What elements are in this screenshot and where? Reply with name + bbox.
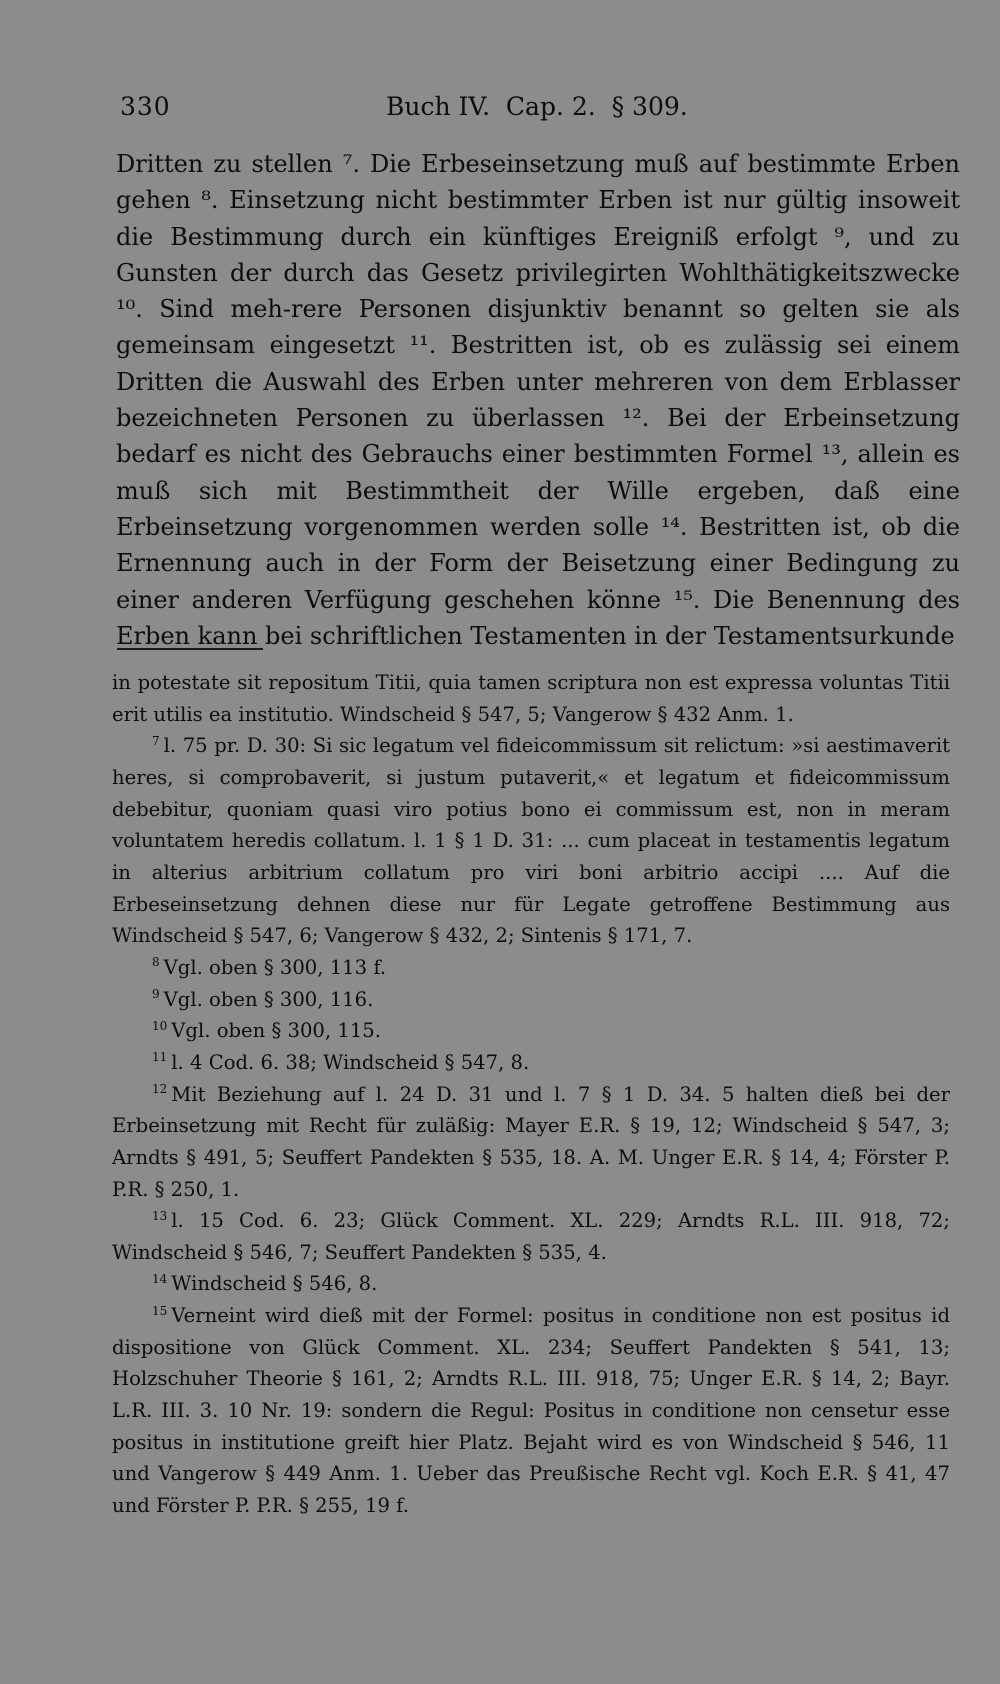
footnote-text: Mit Beziehung auf l. 24 D. 31 und l. 7 § 1 D. 34. 5 halten dieß bei der Erbeinsetzung mit Recht für zuläßig: Mayer E.R. § 19, 12; Windscheid § 547, 3; Arndts § 491, 5; Seuffert Pandekten § 535, 18. A. M. Unger E.R. § 14, 4; Förster P. P.R. § 250, 1. — [112, 1082, 950, 1201]
running-head: Buch IV. Cap. 2. § 309. — [386, 92, 688, 121]
footnote-text: Windscheid § 546, 8. — [171, 1272, 378, 1296]
footnote-number: 10 — [152, 1018, 168, 1033]
footnote-number: 12 — [152, 1082, 168, 1096]
footnote-text: Vgl. oben § 300, 115. — [171, 1019, 381, 1043]
footnote-14 — [112, 1268, 950, 1300]
footnote-10 — [112, 1015, 950, 1047]
body-paragraph: Dritten zu stellen ⁷. Die Erbeseinsetzung muß auf bestimmte Erben gehen ⁸. Einsetzung nicht bestimmter Erben ist nur gültig insoweit die Bestimmung durch ein künftiges Ereigniß erfolgt ⁹, und zu Gunsten der durch das Gesetz privilegirten Wohlthätigkeitszwecke ¹⁰. Sind meh-rere Personen disjunktiv benannt so gelten sie als gemeinsam eingesetzt ¹¹. Bestritten ist, ob es zulässig sei einem Dritten die Auswahl des Erben unter mehreren von dem Erblasser bezeichneten Personen zu überlassen ¹². Bei der Erbeinsetzung bedarf es nicht des Gebrauchs einer bestimmten Formel ¹³, allein es muß sich mit Bestimmtheit der Wille ergeben, daß eine Erbeinsetzung vorgenommen werden solle ¹⁴. Bestritten ist, ob die Ernennung auch in der Form der Beisetzung einer Bedingung zu einer anderen Verfügung geschehen könne ¹⁵. Die Benennung des Erben kann bei schriftlichen Testamenten in der Testamentsurkunde — [116, 150, 960, 650]
footnote-11 — [112, 1047, 950, 1079]
footnote-13 — [112, 1205, 950, 1268]
footnote-text: l. 75 pr. D. 30: Si sic legatum vel fideicommissum sit relictum: »si aestimaverit heres, si comprobaverit, si justum putaverit,« et legatum et fideicommissum debebitur, quoniam quasi viro potius bono ei commissum est, non in meram voluntatem heredis collatum. l. 1 § 1 D. 31: ... cum placeat in testamentis legatum in alterius arbitrium collatum pro viri boni arbitrio accipi .... Auf die Erbeseinsetzung dehnen diese nur für Legate getroffene Bestimmung aus Windscheid § 547, 6; Vangerow § 432, 2; Sintenis § 171, 7. — [112, 734, 950, 948]
footnote-7 — [112, 730, 950, 952]
footnote-text: Verneint wird dieß mit der Formel: positus in conditione non est positus id dispositione von Glück Comment. XL. 234; Seuffert Pandekten § 541, 13; Holzschuher Theorie § 161, 2; Arndts R.L. III. 918, 75; Unger E.R. § 14, 2; Bayr. L.R. III. 3. 10 Nr. 19: sondern die Regul: Positus in conditione non censetur esse positus in institutione greift hier Platz. Bejaht wird es von Windscheid § 546, 11 und Vangerow § 449 Anm. 1. Ueber das Preußische Recht vgl. Koch E.R. § 41, 47 und Förster P. P.R. § 255, 19 f. — [112, 1304, 950, 1518]
footnote-number: 14 — [152, 1271, 168, 1286]
footnote-number: 13 — [152, 1208, 168, 1223]
footnote-number: 15 — [152, 1303, 168, 1318]
footnote-text: in potestate sit repositum Titii, quia tamen scriptura non est expressa voluntas Titii erit utilis ea institutio. Windscheid § 547, 5; Vangerow § 432 Anm. 1. — [112, 671, 950, 726]
footnote-12 — [112, 1079, 950, 1206]
footnote-text: Vgl. oben § 300, 116. — [163, 987, 374, 1011]
footnote-9 — [112, 984, 950, 1016]
footnote-15 — [112, 1300, 950, 1522]
footnote-text: l. 15 Cod. 6. 23; Glück Comment. XL. 229; Arndts R.L. III. 918, 72; Windscheid § 546, 7; Seuffert Pandekten § 535, 4. — [112, 1209, 950, 1264]
page-header — [120, 92, 940, 132]
footnote-number: 8 — [152, 955, 160, 970]
footnote-number: 11 — [152, 1050, 168, 1065]
footnotes — [112, 667, 950, 1522]
footnote-continuation — [112, 667, 950, 730]
footnote-text: Vgl. oben § 300, 113 f. — [163, 955, 387, 979]
footnote-8 — [112, 952, 950, 984]
footnote-text: l. 4 Cod. 6. 38; Windscheid § 547, 8. — [171, 1050, 530, 1074]
page-number: 330 — [120, 92, 171, 121]
footnote-number: 7 — [152, 733, 160, 748]
footnote-number: 9 — [152, 987, 160, 1002]
footnote-separator — [117, 648, 263, 650]
main-text — [116, 146, 960, 654]
